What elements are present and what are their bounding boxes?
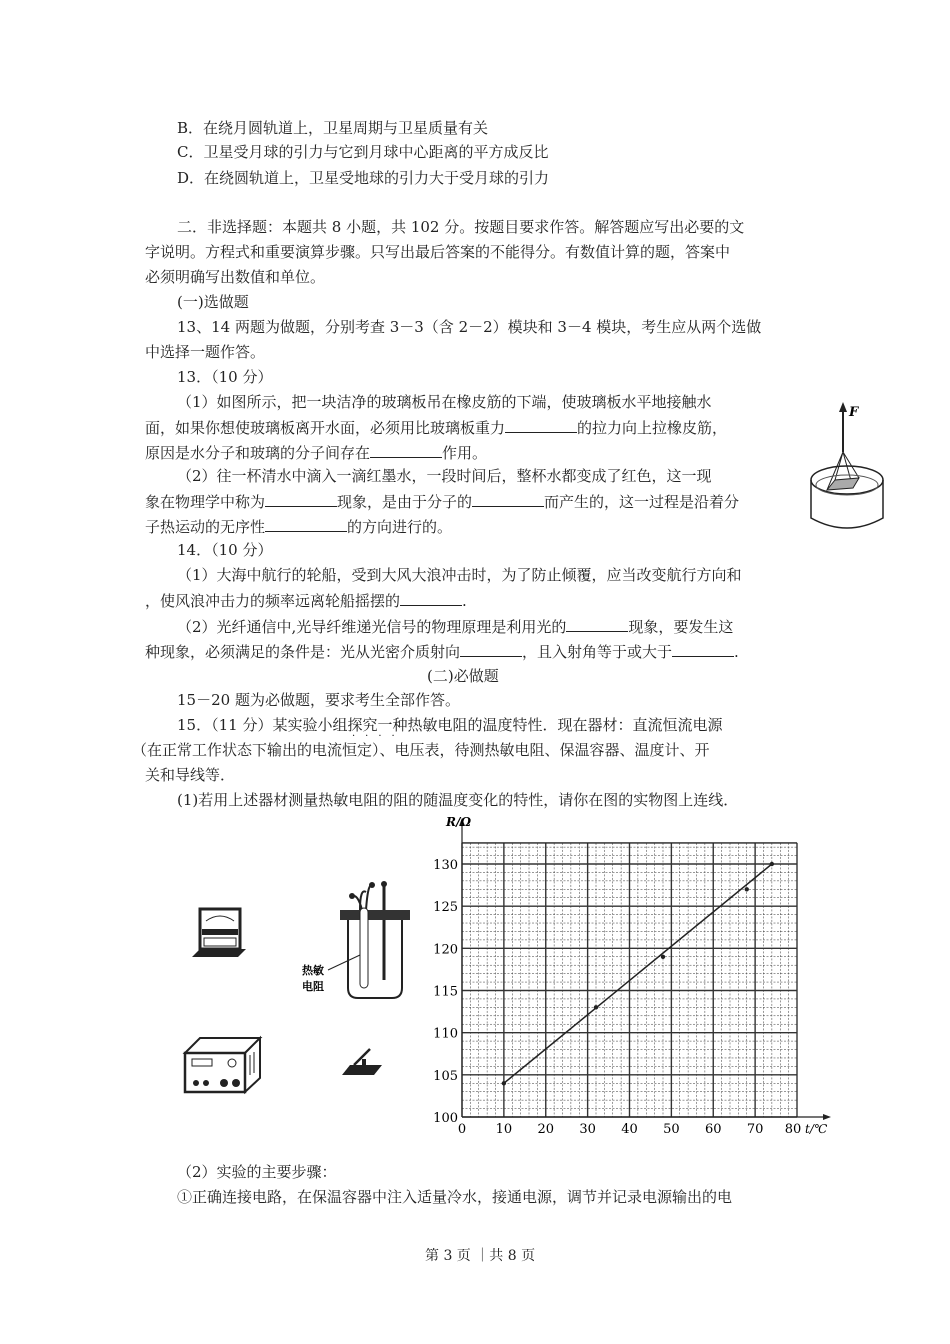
y-tick-label: 110: [433, 1026, 458, 1042]
optional-heading: (一)选做题: [177, 293, 249, 311]
y-tick-label: 120: [433, 942, 458, 958]
option-c: C．卫星受月球的引力与它到月球中心距离的平方成反比: [177, 143, 549, 161]
x-axis-arrow: [823, 1114, 831, 1120]
q13-line: （2）往一杯清水中滴入一滴红墨水，一段时间后，整杯水都变成了红色，这一现: [177, 467, 712, 485]
answer-blank: [460, 641, 522, 657]
q15-line: （2）实验的主要步骤：: [177, 1163, 337, 1181]
y-tick-label: 115: [433, 984, 458, 1000]
q13-line: 象在物理学中称为 现象，是由于分子的 而产生的，这一过程是沿着分: [145, 493, 740, 511]
section2-intro-line: 字说明。方程式和重要演算步骤。只写出最后答案的不能得分。有数值计算的题，答案中: [145, 243, 731, 261]
option-b: B．在绕月圆轨道上，卫星周期与卫星质量有关: [177, 119, 489, 137]
q14-line: （1）大海中航行的轮船，受到大风大浪冲击时，为了防止倾覆，应当改变航行方向和: [177, 566, 742, 584]
q14-title: 14．（10 分）: [177, 541, 273, 559]
x-tick-label: 70: [746, 1122, 764, 1137]
answer-blank: [566, 616, 628, 632]
page-footer: 第 3 页 ｜共 8 页: [425, 1248, 536, 1264]
section2-intro-line: 必须明确写出数值和单位。: [145, 268, 326, 286]
q14-line: （2）光纤通信中,光导纤维递光信号的物理原理是利用光的 现象，要发生这: [177, 618, 734, 636]
resistance-temperature-chart: [420, 810, 850, 1145]
x-tick-label: 40: [621, 1122, 638, 1137]
y-axis-label: R/Ω: [446, 815, 472, 829]
required-heading: (二)必做题: [427, 667, 499, 685]
x-tick-label: 0: [457, 1122, 467, 1137]
x-tick-label: 10: [495, 1122, 513, 1137]
voltmeter-icon: [190, 905, 250, 960]
x-axis-label: t/℃: [805, 1122, 828, 1136]
q15-line: ①正确连接电路，在保温容器中注入适量冷水，接通电源，调节并记录电源输出的电: [177, 1188, 733, 1206]
x-tick-label: 80: [784, 1122, 802, 1137]
optional-note: 13、14 两题为做题，分别考查 3－3（含 2－2）模块和 3－4 模块，考生应从两个选做: [177, 318, 762, 336]
insulated-container-icon: [300, 880, 410, 1000]
q13-line: （1）如图所示，把一块洁净的玻璃板吊在橡皮筋的下端，使玻璃板水平地接触水: [177, 393, 712, 411]
q13-line: 子热运动的无序性 的方向进行的。: [145, 518, 453, 536]
x-tick-label: 30: [579, 1122, 596, 1137]
data-point: [661, 955, 665, 959]
answer-blank: [265, 491, 337, 507]
y-tick-label: 130: [433, 858, 458, 873]
q13-line: 原因是水分子和玻璃的分子间存在 作用。: [145, 444, 488, 462]
required-note: 15－20 题为必做题，要求考生全部作答。: [177, 691, 460, 709]
data-point: [770, 862, 774, 866]
thermistor-label: 热敏: [302, 964, 324, 977]
switch-icon: [340, 1045, 385, 1080]
force-label: F: [849, 405, 859, 420]
answer-blank: [265, 516, 347, 532]
q15-line: （在正常工作状态下输出的电流恒定）、电压表，待测热敏电阻、保温容器、温度计、开: [132, 741, 710, 759]
y-tick-label: 100: [433, 1111, 458, 1126]
y-tick-label: 125: [433, 900, 458, 916]
data-point: [745, 887, 749, 891]
q13-line: 面，如果你想使玻璃板离开水面，必须用比玻璃板重力 的拉力向上拉橡皮筋，: [145, 419, 728, 437]
q14-line: 种现象，必须满足的条件是：光从光密介质射向 ，且入射角等于或大于 .: [145, 643, 739, 661]
data-point: [594, 1005, 598, 1009]
thermistor-label: 电阻: [302, 980, 324, 993]
data-point: [502, 1081, 506, 1085]
y-tick-label: 105: [433, 1068, 458, 1084]
optional-note: 中选择一题作答。: [145, 343, 266, 361]
x-tick-label: 50: [663, 1122, 680, 1137]
option-d: D．在绕圆轨道上，卫星受地球的引力大于受月球的引力: [177, 169, 550, 187]
section2-intro-line: 二．非选择题：本题共 8 小题，共 102 分。按题目要求作答。解答题应写出必要的文: [177, 218, 745, 236]
answer-blank: [672, 641, 734, 657]
q15-line: 15．（11 分）某实验小组探究一种热敏电阻的温度特性．现在器材：直流恒流电源: [177, 716, 723, 734]
q15-line: (1)若用上述器材测量热敏电阻的阻的随温度变化的特性，请你在图的实物图上连线．: [177, 791, 739, 809]
answer-blank: [400, 590, 462, 606]
answer-blank: [472, 491, 544, 507]
answer-blank: [370, 442, 442, 458]
emphasis-dots: ····: [352, 731, 405, 742]
answer-blank: [505, 417, 577, 433]
x-tick-label: 20: [537, 1122, 555, 1137]
glass-plate-figure: [805, 400, 895, 535]
q15-line: 关和导线等．: [145, 766, 236, 784]
q13-title: 13．（10 分）: [177, 368, 273, 386]
power-supply-icon: [180, 1035, 265, 1095]
q14-line: ，使风浪冲击力的频率远离轮船摇摆的 .: [145, 592, 467, 610]
x-tick-label: 60: [704, 1122, 722, 1137]
